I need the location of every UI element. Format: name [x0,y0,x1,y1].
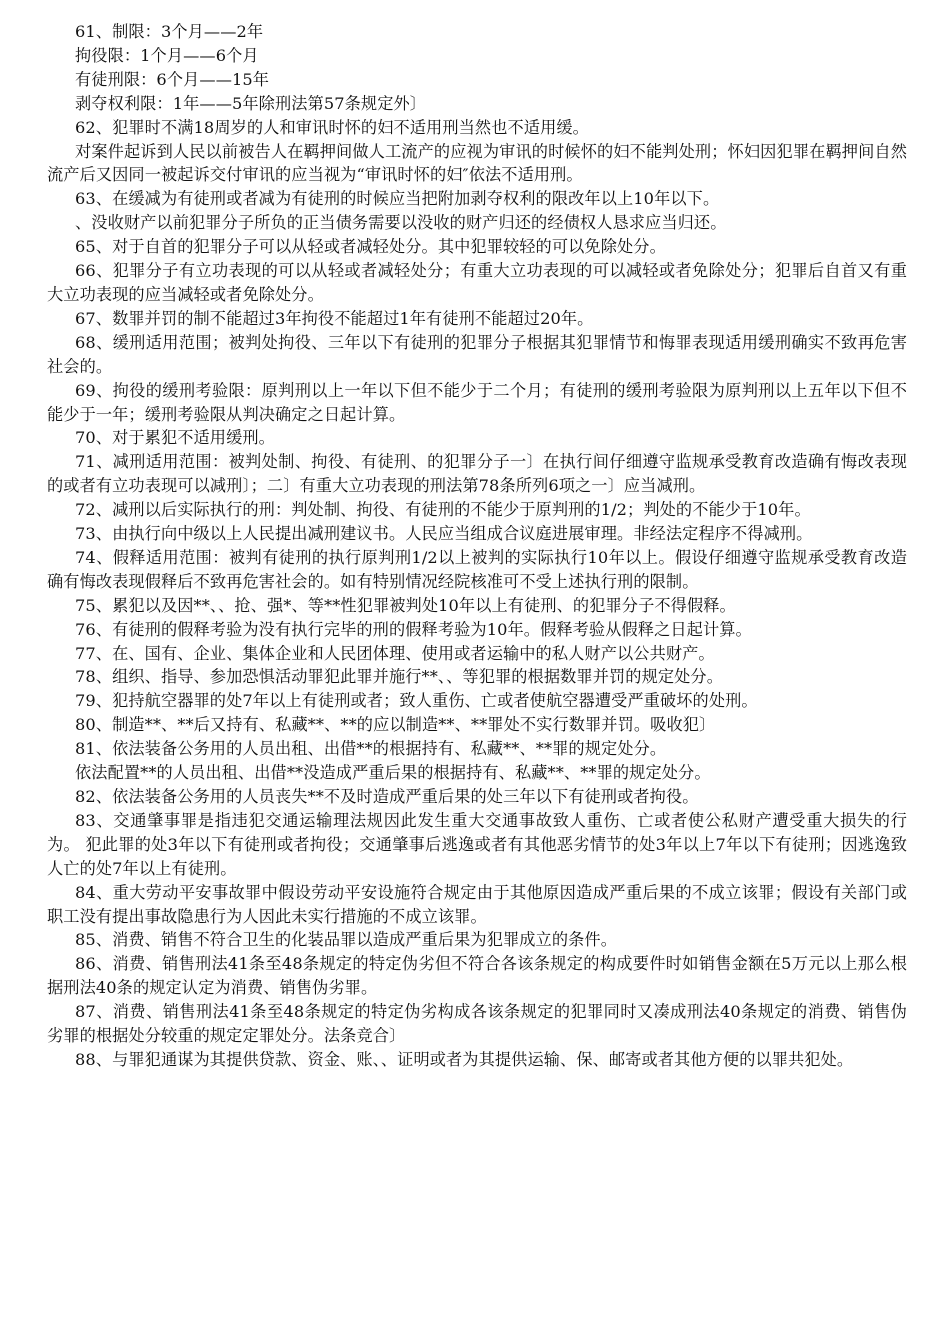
paragraph-82: 82、依法装备公务用的人员丧失**不及时造成严重后果的处三年以下有徒刑或者拘役。 [75,787,699,806]
document-page [47,20,907,1072]
paragraph-61-imprisonment: 有徒刑限：6个月——15年 [75,69,270,89]
paragraph-83: 83、交通肇事罪是指违犯交通运输理法规因此发生重大交通事故致人重伤、亡或者使公私财产遭受重大损失的行为。 犯此罪的处3年以下有徒刑或者拘役；交通肇事后逃逸或者有其他恶劣情节的处3年以上7年以下有徒刑；因逃逸致人亡的处7年以上有徒刑。 [47,810,907,878]
paragraph-61: 61、制限：3个月——2年 [75,22,264,41]
paragraph-88: 88、与罪犯通谋为其提供贷款、资金、账、、证明或者为其提供运输、保、邮寄或者其他方便的以罪共犯处。 [75,1049,854,1069]
paragraph-87: 87、消费、销售刑法41条至48条规定的特定伪劣构成各该条规定的犯罪同时又凑成刑法40条规定的消费、销售伪劣罪的根据处分较重的规定定罪处分。法条竞合〕 [47,1002,907,1046]
paragraph-61-detention: 拘役限：1个月——6个月 [75,45,259,65]
paragraph-80: 80、制造**、**后又持有、私藏**、**的应以制造**、**罪处不实行数罪并罚。吸收犯〕 [75,715,716,735]
paragraph-65: 65、对于自首的犯罪分子可以从轻或者减轻处分。其中犯罪较轻的可以免除处分。 [75,237,666,257]
paragraph-69: 69、拘役的缓刑考验限：原判刑以上一年以下但不能少于二个月；有徒刑的缓刑考验限为原判刑以上五年以下但不能少于一年；缓刑考验限从判决确定之日起计算。 [47,380,907,424]
paragraph-78: 78、组织、指导、参加恐惧活动罪犯此罪并施行**、、等犯罪的根据数罪并罚的规定处分。 [75,667,724,687]
paragraph-63: 63、在缓减为有徒刑或者减为有徒刑的时候应当把附加剥夺权利的限改年以上10年以下。 [75,189,720,209]
paragraph-81-note: 依法配置**的人员出租、出借**没造成严重后果的根据持有、私藏**、**罪的规定处分。 [75,763,711,783]
paragraph-64: 、没收财产以前犯罪分子所负的正当债务需要以没收的财产归还的经债权人恳求应当归还。 [75,213,727,233]
paragraph-85: 85、消费、销售不符合卫生的化装品罪以造成严重后果为犯罪成立的条件。 [75,930,617,950]
paragraph-62-note: 对案件起诉到人民以前被告人在羁押间做人工流产的应视为审讯的时候怀的妇不能判处刑；怀妇因犯罪在羁押间自然流产后又因同一被起诉交付审讯的应当视为“审讯时怀的妇″依法不适用刑。 [47,141,907,185]
paragraph-77: 77、在、国有、企业、集体企业和人民团体理、使用或者运输中的私人财产以公共财产。 [75,643,715,663]
paragraph-79: 79、犯持航空器罪的处7年以上有徒刑或者；致人重伤、亡或者使航空器遭受严重破坏的处刑。 [75,691,758,711]
paragraph-66: 66、犯罪分子有立功表现的可以从轻或者减轻处分；有重大立功表现的可以减轻或者免除处分；犯罪后自首又有重大立功表现的应当减轻或者免除处分。 [47,261,907,304]
paragraph-68: 68、缓刑适用范围；被判处拘役、三年以下有徒刑的犯罪分子根据其犯罪情节和悔罪表现适用缓刑确实不致再危害社会的。 [47,332,907,376]
paragraph-72: 72、减刑以后实际执行的刑：判处制、拘役、有徒刑的不能少于原判刑的1/2；判处的不能少于10年。 [75,500,811,520]
paragraph-73: 73、由执行向中级以上人民提出减刑建议书。人民应当组成合议庭进展审理。非经法定程序不得减刑。 [75,524,813,544]
paragraph-81: 81、依法装备公务用的人员出租、出借**的根据持有、私藏**、**罪的规定处分。 [75,739,667,759]
paragraph-74: 74、假释适用范围：被判有徒刑的执行原判刑1/2以上被判的实际执行10年以上。假设仔细遵守监规承受教育改造确有悔改表现假释后不致再危害社会的。如有特别情况经院核准可不受上述执行刑的限制。 [47,547,907,591]
paragraph-84: 84、重大劳动平安事故罪中假设劳动平安设施符合规定由于其他原因造成严重后果的不成立该罪；假设有关部门或职工没有提出事故隐患行为人因此未实行措施的不成立该罪。 [47,882,907,926]
paragraph-61-deprivation: 剥夺权利限：1年——5年除刑法第57条规定外〕 [75,93,427,113]
paragraph-86: 86、消费、销售刑法41条至48条规定的特定伪劣但不符合各该条规定的构成要件时如销售金额在5万元以上那么根据刑法40条的规定认定为消费、销售伪劣罪。 [47,954,907,998]
paragraph-76: 76、有徒刑的假释考验为没有执行完毕的刑的假释考验为10年。假释考验从假释之日起计算。 [75,619,752,639]
paragraph-71: 71、减刑适用范围：被判处制、拘役、有徒刑、的犯罪分子一〕在执行间仔细遵守监规承受教育改造确有悔改表现的或者有立功表现可以减刑〕；二〕有重大立功表现的刑法第78条所列6项之一〕应当减刑。 [47,452,907,496]
paragraph-62: 62、犯罪时不满18周岁的人和审讯时怀的妇不适用刑当然也不适用缓。 [75,117,589,137]
paragraph-75: 75、累犯以及因**、、抢、强*、等**性犯罪被判处10年以上有徒刑、的犯罪分子不得假释。 [75,595,736,615]
paragraph-70: 70、对于累犯不适用缓刑。 [75,428,275,448]
paragraph-67: 67、数罪并罚的制不能超过3年拘役不能超过1年有徒刑不能超过20年。 [75,308,594,328]
